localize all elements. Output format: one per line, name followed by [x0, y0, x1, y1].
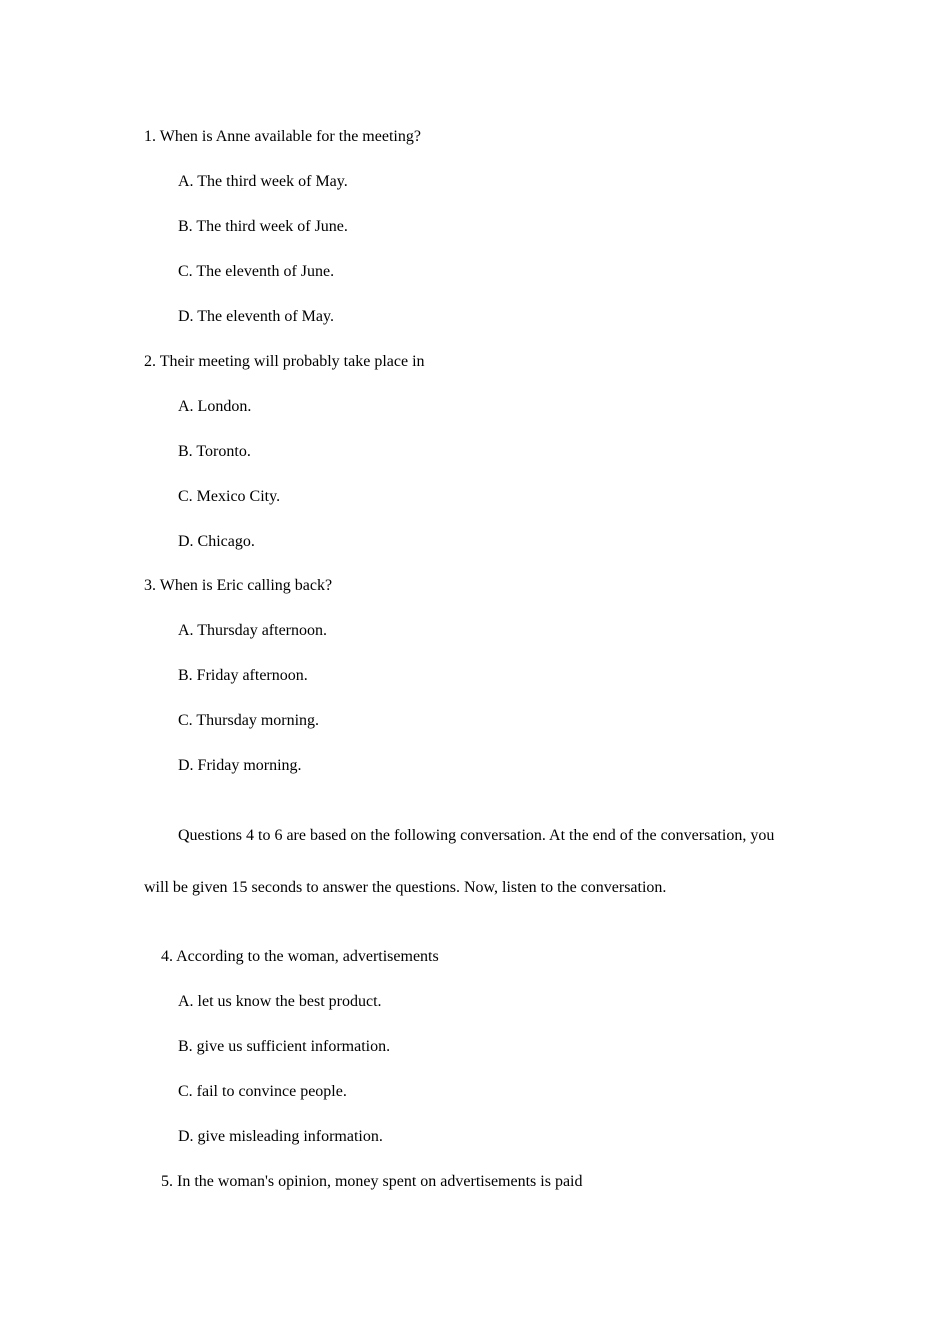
question-4-option-a: A. let us know the best product.: [178, 993, 382, 1010]
question-4-option-b: B. give us sufficient information.: [178, 1038, 391, 1055]
question-3-option-c: C. Thursday morning.: [178, 712, 320, 729]
question-1-option-a: A. The third week of May.: [178, 173, 348, 190]
instructions-line-1: Questions 4 to 6 are based on the following conversation. At the end of the conversation, you: [178, 827, 775, 844]
question-4-option-d: D. give misleading information.: [178, 1128, 383, 1145]
question-3-stem: 3. When is Eric calling back?: [144, 577, 333, 594]
question-2-option-c: C. Mexico City.: [178, 488, 281, 505]
question-3-option-a: A. Thursday afternoon.: [178, 622, 327, 639]
question-5-stem: 5. In the woman's opinion, money spent on advertisements is paid: [161, 1173, 583, 1190]
question-2-option-d: D. Chicago.: [178, 533, 255, 550]
question-1-option-c: C. The eleventh of June.: [178, 263, 335, 280]
question-4-stem: 4. According to the woman, advertisements: [161, 948, 439, 965]
question-3-option-d: D. Friday morning.: [178, 757, 302, 774]
question-4-option-c: C. fail to convince people.: [178, 1083, 347, 1100]
question-2-stem: 2. Their meeting will probably take place in: [144, 353, 425, 370]
question-2-option-a: A. London.: [178, 398, 252, 415]
question-2-option-b: B. Toronto.: [178, 443, 251, 460]
question-3-option-b: B. Friday afternoon.: [178, 667, 308, 684]
question-1-option-b: B. The third week of June.: [178, 218, 348, 235]
instructions-line-2: will be given 15 seconds to answer the questions. Now, listen to the conversation.: [144, 879, 667, 896]
question-1-option-d: D. The eleventh of May.: [178, 308, 334, 325]
question-1-stem: 1. When is Anne available for the meeting?: [144, 128, 421, 145]
